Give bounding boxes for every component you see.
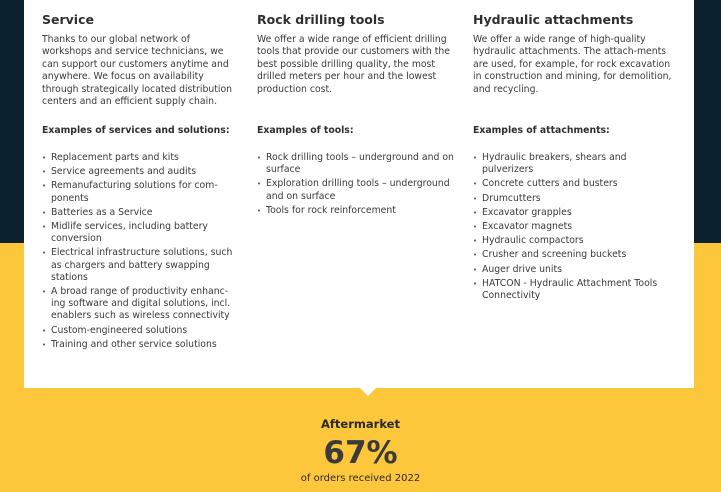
list-item: • Drumcutters [473, 193, 673, 205]
list-item: • Midlife services, including battery conversion [42, 221, 242, 245]
list-item: • Training and other service solutions [42, 339, 242, 351]
list-item: • Tools for rock reinforcement [257, 205, 457, 217]
service-title: Service [42, 12, 94, 27]
service-description: Thanks to our global network of workshops and service technicians, we can support our customers anytime and anywhere. We focus on availability through strategically located distribution centers and an efficient supply chain. [42, 34, 233, 108]
list-item: • Hydraulic breakers, shears and pulverizers [473, 152, 673, 176]
list-item: • Rock drilling tools – underground and on surface [257, 152, 457, 176]
list-item: • Service agreements and audits [42, 166, 242, 178]
rock-drilling-description: We offer a wide range of efficient drilling tools that provide our customers with the best possible drilling quality, the most drilled meters per hour and the lowest production cost. [257, 34, 450, 95]
list-item: • Remanufacturing solutions for com-ponents [42, 180, 242, 204]
list-item: • Batteries as a Service [42, 207, 242, 219]
list-item: • Excavator grapples [473, 207, 673, 219]
list-item: • Excavator magnets [473, 221, 673, 233]
tools-examples-list [257, 152, 457, 219]
list-item: • HATCON - Hydraulic Attachment Tools Connectivity [473, 278, 673, 302]
aftermarket-percentage: 67% [323, 435, 398, 471]
list-item: • Crusher and screening buckets [473, 249, 673, 261]
service-examples-heading: Examples of services and solutions: [42, 125, 230, 136]
hydraulic-column [473, 12, 673, 96]
list-item: • Concrete cutters and busters [473, 178, 673, 190]
list-item: • Exploration drilling tools – underground and on surface [257, 178, 457, 202]
list-item: • Replacement parts and kits [42, 152, 242, 164]
list-item: • Hydraulic compactors [473, 235, 673, 247]
aftermarket-label: Aftermarket [321, 417, 400, 431]
list-item: • A broad range of productivity enhanc-ing software and digital solutions, incl. enablers such as wireless connectivity [42, 286, 242, 323]
rock-drilling-title: Rock drilling tools [257, 12, 385, 27]
service-examples-list [42, 152, 242, 353]
attachments-examples-list [473, 152, 673, 304]
aftermarket-caption: of orders received 2022 [300, 473, 421, 484]
list-item: • Electrical infrastructure solutions, such as chargers and battery swapping stations [42, 247, 242, 284]
attachments-examples-heading: Examples of attachments: [473, 125, 610, 136]
service-column [42, 12, 242, 108]
card-pointer-notch [352, 380, 384, 396]
list-item: • Custom-engineered solutions [42, 325, 242, 337]
hydraulic-title: Hydraulic attachments [473, 12, 634, 27]
list-item: • Auger drive units [473, 264, 673, 276]
tools-examples-heading: Examples of tools: [257, 125, 354, 136]
rock-drilling-column [257, 12, 457, 96]
hydraulic-description: We offer a wide range of high-quality hydraulic attachments. The attach-ments are used, for example, for rock excavation in construction and mining, for demolition, and recycling. [473, 34, 672, 95]
